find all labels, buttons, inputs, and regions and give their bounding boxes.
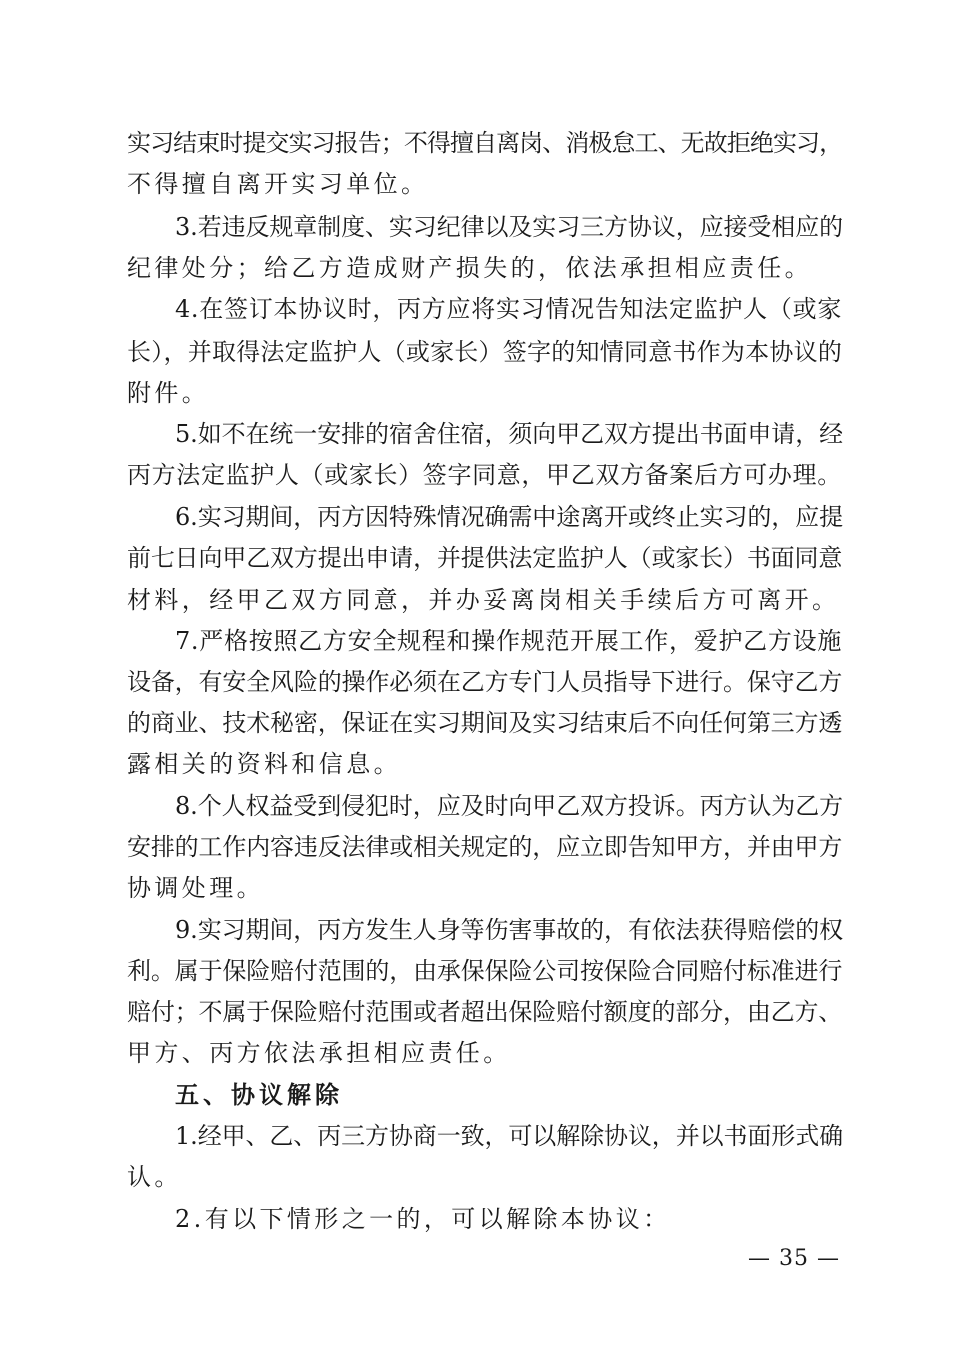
text-line: 不得擅自离开实习单位。 xyxy=(127,170,429,198)
text-line: 赔付；不属于保险赔付范围或者超出保险赔付额度的部分，由乙方、 xyxy=(127,998,842,1026)
text-line: 材料，经甲乙双方同意，并办妥离岗相关手续后方可离开。 xyxy=(127,586,840,614)
text-line: 纪律处分；给乙方造成财产损失的，依法承担相应责任。 xyxy=(127,254,812,282)
text-line: 前七日向甲乙双方提出申请，并提供法定监护人（或家长）书面同意 xyxy=(127,544,842,572)
text-line: 5.如不在统一安排的宿舍住宿，须向甲乙双方提出书面申请，经 xyxy=(175,420,843,448)
text-line: 协调处理。 xyxy=(127,874,264,902)
text-line: 利。属于保险赔付范围的，由承保保险公司按保险合同赔付标准进行 xyxy=(127,957,842,985)
text-line: 2.有以下情形之一的，可以解除本协议： xyxy=(175,1205,671,1233)
text-line: 安排的工作内容违反法律或相关规定的，应立即告知甲方，并由甲方 xyxy=(127,833,842,861)
text-line: 丙方法定监护人（或家长）签字同意，甲乙双方备案后方可办理。 xyxy=(127,461,842,489)
text-line: 长），并取得法定监护人（或家长）签字的知情同意书作为本协议的 xyxy=(127,338,842,366)
text-line: 1.经甲、乙、丙三方协商一致，可以解除协议，并以书面形式确 xyxy=(175,1122,843,1150)
text-line: 露相关的资料和信息。 xyxy=(127,750,401,778)
text-line: 附件。 xyxy=(127,379,210,407)
page-number: — 35 — xyxy=(748,1246,840,1271)
text-line: 8.个人权益受到侵犯时，应及时向甲乙双方投诉。丙方认为乙方 xyxy=(175,792,843,820)
text-line: 设备，有安全风险的操作必须在乙方专门人员指导下进行。保守乙方 xyxy=(127,668,842,696)
text-line: 4.在签订本协议时，丙方应将实习情况告知法定监护人（或家 xyxy=(175,295,842,323)
section-heading: 五、协议解除 xyxy=(175,1081,343,1109)
text-line: 7.严格按照乙方安全规程和操作规范开展工作，爱护乙方设施 xyxy=(175,627,842,655)
text-line: 甲方、丙方依法承担相应责任。 xyxy=(127,1039,511,1067)
text-line: 9.实习期间，丙方发生人身等伤害事故的，有依法获得赔偿的权 xyxy=(175,916,843,944)
text-line: 认。 xyxy=(127,1163,182,1191)
text-line: 的商业、技术秘密，保证在实习期间及实习结束后不向任何第三方透 xyxy=(127,709,842,737)
text-line: 6.实习期间，丙方因特殊情况确需中途离开或终止实习的，应提 xyxy=(175,503,843,531)
text-line: 实习结束时提交实习报告；不得擅自离岗、消极怠工、无故拒绝实习， xyxy=(127,129,842,157)
text-line: 3.若违反规章制度、实习纪律以及实习三方协议，应接受相应的 xyxy=(175,213,843,241)
